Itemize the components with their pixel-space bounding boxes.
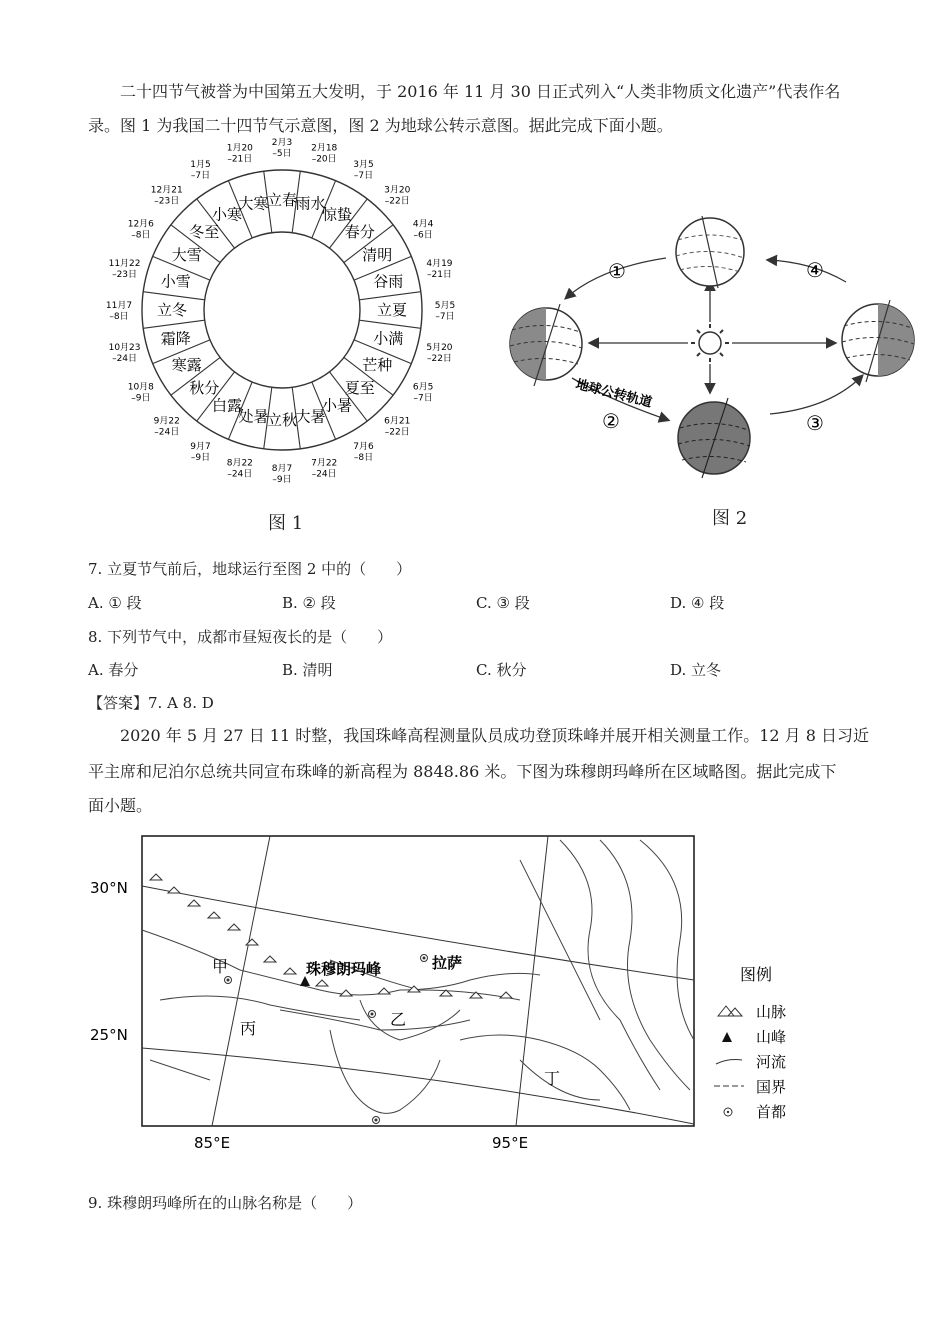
solar-term-label: 清明 (362, 246, 393, 264)
region-ding-label: 丁 (544, 1069, 561, 1088)
map-legend (714, 965, 786, 1121)
solar-term-date (426, 342, 452, 364)
question-8-option-a[interactable]: A. 春分 (88, 661, 139, 679)
solar-term-label: 小暑 (321, 396, 353, 415)
solar-term-label: 秋分 (189, 378, 220, 397)
lat-25n-label: 25°N (90, 1026, 128, 1044)
legend-river-icon (716, 1060, 742, 1065)
solar-term-date (272, 137, 292, 159)
everest-label: 珠穆朗玛峰 (306, 960, 382, 978)
solar-term-date-range: –7日 (353, 170, 374, 181)
solar-term-label: 小雪 (160, 272, 191, 291)
segment-1-label: ① (608, 259, 626, 283)
solar-term-date-month: 6月21 (384, 416, 411, 427)
solar-term-label: 大雪 (171, 246, 202, 264)
solar-term-label: 夏至 (344, 378, 375, 397)
question-7-option-d[interactable]: D. ④ 段 (670, 594, 725, 612)
solar-term-date-month: 12月21 (150, 185, 183, 196)
solar-term-date-month: 8月7 (271, 464, 293, 474)
solar-term-date-range: –24日 (154, 427, 180, 438)
solar-term-date-range: –8日 (131, 230, 151, 241)
legend-mountain-icon (718, 1006, 742, 1016)
solar-term-date (109, 342, 141, 364)
segment-4-label: ④ (806, 258, 824, 282)
solar-term-date-range: –6日 (413, 230, 433, 241)
solar-term-date-range: –23日 (112, 269, 138, 280)
solar-term-date-month: 3月20 (384, 185, 411, 196)
solar-term-label: 春分 (344, 223, 375, 242)
solar-term-date (384, 185, 410, 207)
solar-term-date-month: 8月22 (226, 458, 253, 469)
solar-term-date-month: 2月3 (271, 138, 293, 148)
solar-term-date (426, 258, 452, 280)
solar-term-date-range: –8日 (109, 312, 129, 322)
question-8-option-b[interactable]: B. 清明 (282, 661, 333, 679)
solar-term-label: 大暑 (295, 407, 326, 426)
question-7-stem: 7. 立夏节气前后，地球运行至图 2 中的（ ） (88, 560, 412, 578)
globe-bottom (678, 398, 750, 478)
question-7-option-a[interactable]: A. ① 段 (88, 594, 142, 612)
solar-term-date (227, 457, 253, 479)
solar-term-date-month: 9月22 (153, 416, 180, 427)
solar-term-date (106, 300, 132, 322)
figure2-earth-revolution (500, 200, 940, 490)
solar-term-date-range: –21日 (227, 154, 253, 165)
solar-term-date-range: –5日 (272, 149, 292, 159)
question-8-option-c[interactable]: C. 秋分 (476, 661, 527, 679)
solar-term-date (413, 219, 434, 241)
solar-term-date-month: 1月5 (190, 159, 211, 170)
solar-term-date-range: –22日 (384, 196, 410, 207)
solar-term-label: 处暑 (238, 407, 269, 426)
solar-term-date-range: –7日 (413, 393, 433, 404)
legend-mountain-label: 山脉 (756, 1003, 787, 1021)
region-jia-label: 甲 (212, 957, 229, 976)
globe-left (510, 304, 582, 386)
legend-capital-label: 首都 (756, 1103, 787, 1121)
solar-term-date-month: 3月5 (353, 159, 374, 170)
solar-term-label: 立秋 (266, 411, 298, 429)
solar-term-label: 雨水 (295, 194, 326, 213)
figure1-caption: 图 1 (268, 513, 304, 534)
lhasa-label: 拉萨 (432, 954, 463, 972)
solar-term-label: 冬至 (189, 223, 220, 242)
everest-region-map (90, 830, 820, 1160)
solar-term-date-range: –9日 (131, 393, 151, 404)
legend-peak-icon (722, 1032, 732, 1042)
globe-top (676, 216, 744, 288)
orbit-label: 地球公转轨道 (574, 377, 654, 411)
solar-term-date-month: 9月7 (190, 442, 211, 453)
solar-term-date-month: 5月5 (434, 301, 456, 311)
solar-term-date-month: 11月22 (108, 258, 141, 269)
wheel-spoke (143, 320, 204, 328)
solar-term-date (353, 441, 374, 463)
solar-term-date-month: 2月18 (311, 143, 338, 154)
solar-term-label: 小满 (373, 329, 404, 348)
segment-3-label: ③ (806, 411, 824, 435)
solar-term-label: 寒露 (171, 356, 202, 374)
solar-term-date-range: –22日 (384, 427, 410, 438)
solar-term-date-range: –24日 (227, 469, 253, 480)
solar-term-date (227, 143, 253, 165)
answer-line: 【答案】7. A 8. D (88, 694, 214, 712)
solar-term-date-month: 10月8 (127, 382, 154, 393)
solar-term-date (413, 382, 433, 404)
solar-term-date (353, 159, 373, 181)
solar-term-date-range: –24日 (311, 469, 337, 480)
wheel-spoke (359, 320, 420, 328)
solar-term-label: 立春 (266, 191, 298, 209)
solar-term-label: 白露 (211, 396, 243, 415)
intro2-line1: 2020 年 5 月 27 日 11 时整，我国珠峰高程测量队员成功登顶珠峰并展开相关测量工作。12 月 8 日习近 (120, 726, 870, 745)
solar-term-date-month: 6月5 (412, 382, 434, 393)
solar-term-date-range: –20日 (311, 154, 337, 165)
solar-term-date (190, 159, 210, 181)
legend-border-label: 国界 (756, 1078, 787, 1096)
solar-term-date (311, 143, 337, 165)
region-bing-label: 丙 (240, 1019, 257, 1038)
intro1-line2: 录。图 1 为我国二十四节气示意图，图 2 为地球公转示意图。据此完成下面小题。 (88, 116, 673, 135)
solar-term-date-month: 7月22 (311, 458, 338, 469)
wheel-inner-ring (204, 232, 360, 388)
solar-term-date-range: –7日 (435, 312, 455, 322)
solar-term-date-range: –9日 (272, 475, 292, 485)
question-9-stem: 9. 珠穆朗玛峰所在的山脉名称是（ ） (88, 1194, 363, 1212)
solar-term-date-month: 5月20 (426, 343, 453, 354)
question-8-stem: 8. 下列节气中，成都市昼短夜长的是（ ） (88, 628, 393, 646)
solar-term-label: 芒种 (362, 356, 393, 374)
region-yi-label: 乙 (390, 1010, 407, 1029)
solar-term-date-month: 4月19 (426, 258, 453, 269)
solar-term-date-range: –22日 (426, 354, 452, 365)
sun-icon (691, 324, 729, 362)
solar-term-date (154, 415, 180, 437)
solar-term-label: 立夏 (376, 301, 408, 319)
question-8-option-d[interactable]: D. 立冬 (670, 661, 722, 679)
solar-term-label: 小寒 (211, 205, 243, 224)
solar-term-date (128, 219, 154, 241)
solar-term-date-month: 10月23 (108, 343, 141, 354)
solar-term-label: 惊蛰 (321, 205, 353, 224)
intro2-line3: 面小题。 (88, 796, 153, 815)
globe-right (842, 300, 914, 382)
solar-term-label: 立冬 (156, 301, 188, 319)
solar-term-label: 霜降 (160, 329, 191, 348)
solar-term-date-range: –8日 (353, 453, 374, 464)
solar-term-date (311, 457, 337, 479)
solar-term-date (128, 382, 154, 404)
lon-95e-label: 95°E (492, 1134, 529, 1152)
intro1-line1: 二十四节气被誉为中国第五大发明，于 2016 年 11 月 30 日正式列入“人类非物质文化遗产”代表作名 (120, 82, 841, 101)
solar-term-date-month: 1月20 (226, 143, 253, 154)
solar-term-date (151, 185, 183, 207)
figure2-caption: 图 2 (712, 508, 748, 529)
question-7-option-c[interactable]: C. ③ 段 (476, 594, 530, 612)
intro2-line2: 平主席和尼泊尔总统共同宣布珠峰的新高程为 8848.86 米。下图为珠穆朗玛峰所在区域略图。据此完成下 (88, 762, 837, 781)
legend-peak-label: 山峰 (756, 1028, 787, 1046)
figure1-solar-terms (100, 138, 470, 538)
solar-term-date-month: 11月7 (105, 301, 133, 311)
solar-term-date-range: –9日 (190, 453, 211, 464)
solar-term-date-month: 7月6 (353, 442, 374, 453)
solar-term-label: 大寒 (238, 194, 269, 213)
solar-term-date (272, 463, 292, 485)
lat-30n-label: 30°N (90, 879, 128, 897)
solar-term-date-range: –7日 (190, 170, 211, 181)
segment-2-label: ② (602, 409, 620, 433)
wheel-spoke (143, 292, 204, 300)
solar-term-date-range: –24日 (112, 354, 138, 365)
solar-term-date-month: 12月6 (127, 219, 154, 230)
solar-term-date-month: 4月4 (412, 219, 434, 230)
legend-title: 图例 (740, 965, 773, 984)
solar-term-date (109, 258, 141, 280)
solar-term-date (384, 415, 410, 437)
solar-term-date-range: –21日 (426, 269, 452, 280)
solar-term-date (190, 441, 210, 463)
solar-term-date (435, 300, 455, 322)
lon-85e-label: 85°E (194, 1134, 231, 1152)
legend-river-label: 河流 (756, 1053, 787, 1071)
wheel-spoke (359, 292, 420, 300)
solar-term-date-range: –23日 (154, 196, 180, 207)
solar-term-label: 谷雨 (373, 272, 404, 291)
question-7-option-b[interactable]: B. ② 段 (282, 594, 336, 612)
